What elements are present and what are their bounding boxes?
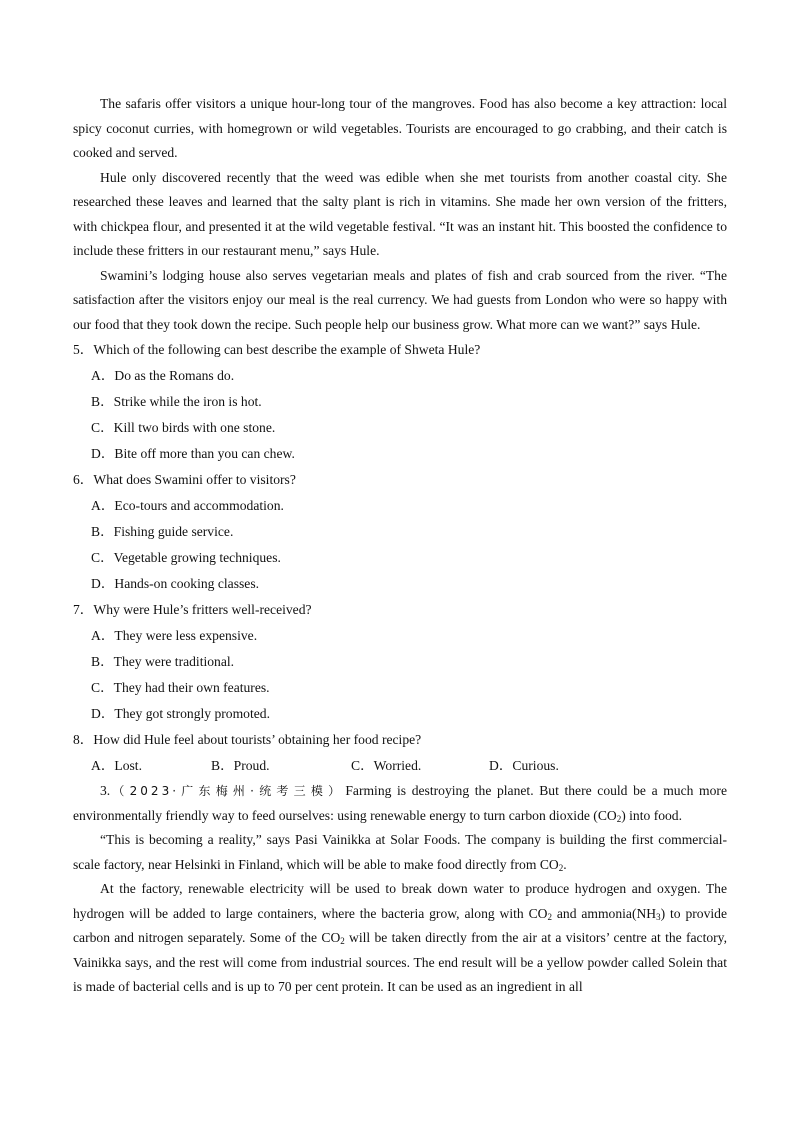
option-d: D．Hands-on cooking classes. <box>91 576 260 591</box>
passage-text: At the factory, renewable electricity will be used to break down water to produce hydrogen and oxygen. The hydrogen will be added to large containers, where the bacteria grow, along with CO <box>73 881 727 921</box>
option-a: A．They were less expensive. <box>91 628 258 643</box>
question-6 <box>73 467 727 597</box>
option-b: B．Fishing guide service. <box>91 524 234 539</box>
question-stem: 5．Which of the following can best describe the example of Shweta Hule? <box>73 342 481 357</box>
subscript: 2 <box>547 911 552 922</box>
option-c: C．Kill two birds with one stone. <box>91 420 276 435</box>
option-c: C．They had their own features. <box>91 680 270 695</box>
option-a: A．Lost. <box>91 758 142 773</box>
subscript: 2 <box>558 862 564 873</box>
passage-paragraph: Swamini’s lodging house also serves vegetarian meals and plates of fish and crab sourced from the river. “The satisfaction after the visitors enjoy our meal is the real currency. We had guests from London who were so happy with our food that they took down the recipe. Such people help our business grow. What more can we want?” says Hule. <box>73 267 727 332</box>
question-stem: 7．Why were Hule’s fritters well-received? <box>73 602 312 617</box>
subscript: 2 <box>340 936 345 946</box>
option-d: D．They got strongly promoted. <box>91 706 270 721</box>
option-a: A．Do as the Romans do. <box>91 368 235 383</box>
option-b: B．Proud. <box>211 758 270 773</box>
passage-text: and ammonia(NH <box>551 905 657 921</box>
document-page <box>73 92 727 1000</box>
option-b: B．They were traditional. <box>91 654 235 669</box>
passage-text: ) to provide carbon and nitrogen separately. Some of the CO <box>73 905 728 945</box>
subscript: 3 <box>656 911 661 922</box>
option-c: C．Worried. <box>351 758 422 773</box>
option-a: A．Eco-tours and accommodation. <box>91 498 284 513</box>
passage-text: “This is becoming a reality,” says Pasi Vainikka at Solar Foods. The company is building the first commercial-scale factory, near Helsinki in Finland, which will be able to make food directly from CO <box>73 832 727 872</box>
question-stem: 8．How did Hule feel about tourists’ obtaining her food recipe? <box>73 732 422 747</box>
question-5 <box>73 337 727 467</box>
option-d: D．Curious. <box>489 758 559 773</box>
question-stem: 6．What does Swamini offer to visitors? <box>73 472 296 487</box>
option-d: D．Bite off more than you can chew. <box>91 446 295 461</box>
option-c: C．Vegetable growing techniques. <box>91 550 281 565</box>
passage3-paragraph <box>73 828 727 877</box>
option-b: B．Strike while the iron is hot. <box>91 394 262 409</box>
passage-text: Farming is destroying the planet. But there could be a much more environmentally friendly way to feed ourselves: using renewable energy to turn carbon dioxide (CO <box>73 783 727 823</box>
options-row <box>73 753 727 779</box>
passage-text: . <box>563 856 567 872</box>
passage-paragraph: The safaris offer visitors a unique hour-long tour of the mangroves. Food has also become a key attraction: local spicy coconut curries, with homegrown or wild vegetables. Tourists are encouraged to go crabbing, and their catch is cooked and served. <box>73 96 727 160</box>
passage3-paragraph <box>73 779 727 828</box>
passage-paragraph: Hule only discovered recently that the weed was edible when she met tourists from another coastal city. She researched these leaves and learned that the salty plant is rich in vitamins. She made her own version of the fritters, with chickpea flour, and presented it at the wild vegetable festival. “It was an instant hit. This boosted the confidence to include these fritters in our restaurant menu,” says Hule. <box>73 169 727 258</box>
question-7 <box>73 597 727 727</box>
passage-source: （2023·广东梅州·统考三模） <box>110 784 346 798</box>
passage-text: will be taken directly from the air at a visitors’ centre at the factory, Vainikka says, and the rest will come from industrial sources. The end result will be a yellow powder called Solein that is made of bacterial cells and is up to 70 per cent protein. It can be used as an ingredient in all <box>73 930 727 994</box>
subscript: 2 <box>616 813 622 824</box>
passage3-paragraph <box>73 877 727 1000</box>
passage-text: ) into food. <box>621 807 683 823</box>
passage-number: 3. <box>100 783 111 798</box>
question-8 <box>73 727 727 779</box>
